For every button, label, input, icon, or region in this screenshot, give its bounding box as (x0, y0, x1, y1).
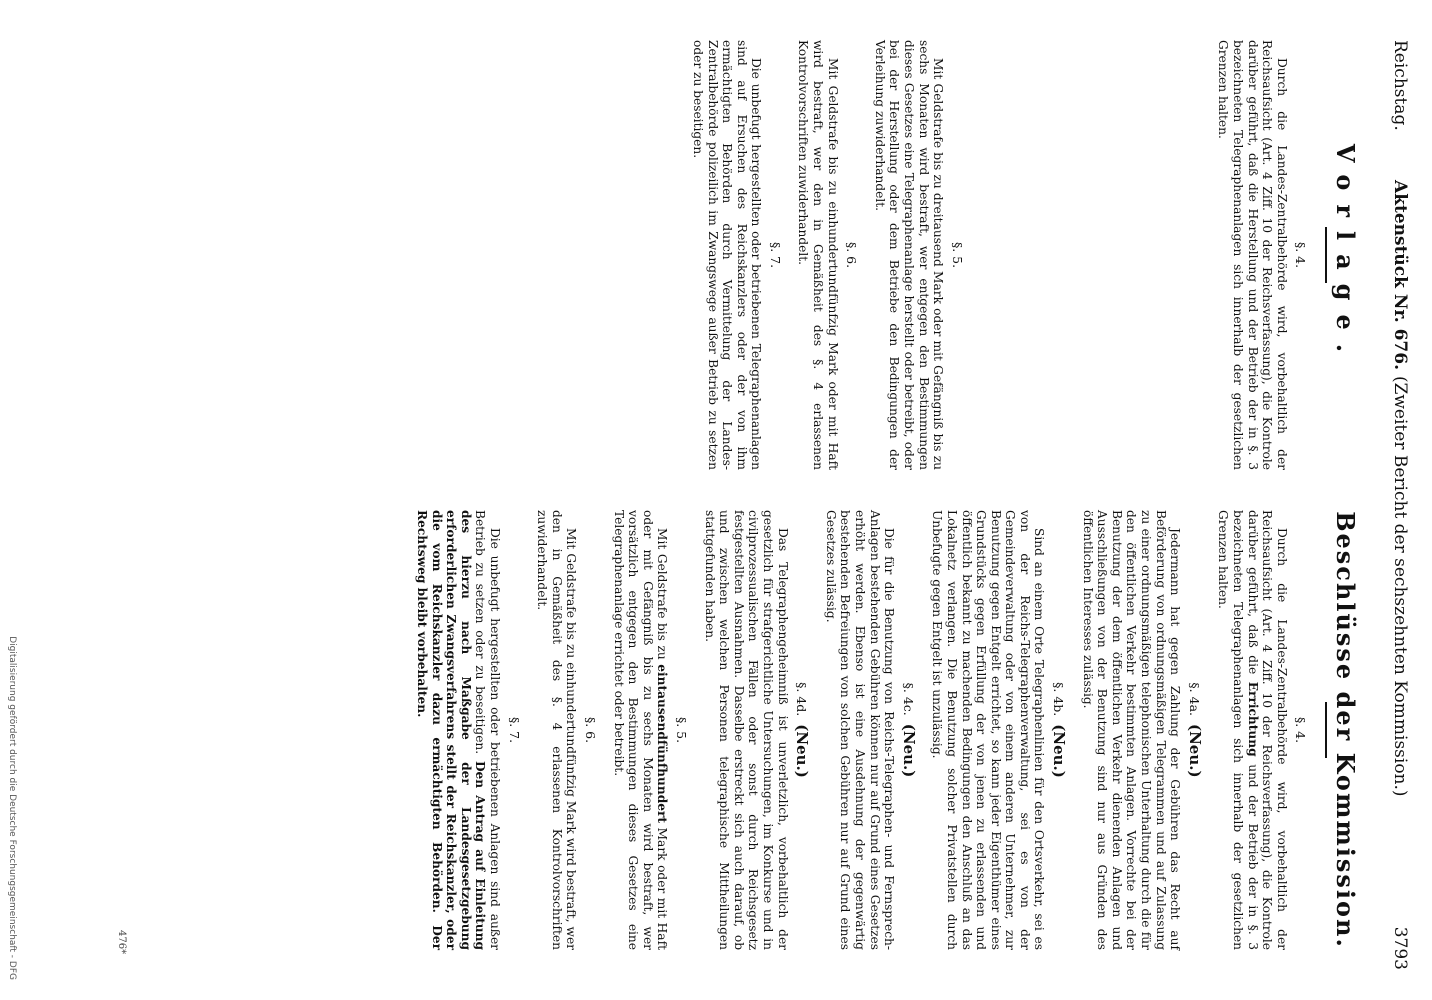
right-column (409, 510, 1360, 951)
section-title: §. 4. (1293, 241, 1309, 269)
new-marker: (Neu.) (1185, 724, 1204, 778)
section-number: §. 7. (506, 716, 522, 744)
section-number: §. 4c. (900, 682, 916, 716)
right-sections (415, 510, 1308, 950)
section-number: §. 5. (674, 716, 690, 744)
section-title (673, 510, 688, 950)
right-heading: Beschlüsse der Kommission. (1331, 511, 1360, 949)
page-header (1380, 40, 1410, 970)
section-text (535, 510, 579, 950)
text-run: Die unbefugt hergestellten oder betriebenen Anlagen sind außer Betrieb zu setzen oder zu beseitigen. (473, 510, 503, 950)
section-title: §. 6. (844, 241, 860, 269)
heading-rule (1325, 702, 1327, 758)
section-title (506, 510, 521, 950)
section-text (611, 510, 669, 950)
text-run: Durch die Landes-Zentralbehörde wird, vorbehaltlich der Reichsaufsicht (Art. 4 Ziff. 10 der Reichsverfassung), die Kontrole darüber geführt, daß die (1245, 510, 1289, 950)
section-title (1186, 510, 1202, 950)
right-section (535, 510, 597, 950)
section-title (1051, 510, 1067, 950)
right-section (702, 510, 812, 950)
right-section (1216, 510, 1308, 950)
section-text (415, 510, 503, 950)
section-text (1080, 510, 1182, 950)
section-number: §. 4b. (1051, 682, 1067, 717)
section-title (1293, 510, 1308, 950)
emphasized-text: Errichtung (1245, 681, 1260, 757)
section-text: Durch die Landes-Zentralbehörde wird, vorbehaltlich der Reichsaufsicht (Art. 4 Ziff. 10 der Reichsverfassung), die Kontrole darüber geführt, daß die Herstellung und der Betrieb der in §. 3 bezeichneten Telegraphenanlagen sich innerhalb der gesetzlichen Grenzen halten. (1216, 40, 1289, 470)
emphasized-text: eintausendfünfhundert (655, 664, 670, 824)
page-mark: 476* (116, 930, 127, 955)
digitization-credit: Digitalisierung gefördert durch die Deutsche Forschungsgemeinschaft - DFG (7, 636, 17, 980)
header-left: Reichstag. (1390, 40, 1410, 131)
section-title: §. 5. (949, 241, 965, 269)
left-section (1216, 40, 1308, 470)
left-section (796, 40, 858, 470)
new-marker: (Neu.) (899, 723, 918, 778)
section-text: Mit Geldstrafe bis zu dreitausend Mark oder mit Gefängniß bis zu sechs Monaten wird bestraft, wer entgegen den Bestimmungen dieses Gesetzes eine Telegraphenanlage herstellt oder betreibt, oder bei der Herstellung oder dem Betriebe den Bedingungen der Verleihung zuwiderhandelt. (872, 40, 946, 470)
left-column (684, 40, 1360, 470)
text-run: Mit Geldstrafe bis zu einhundertundfünfzig Mark wird bestraft, wer den in Gemäßheit des §. 4 erlassenen Kontrolvorschriften zuwiderhandelt. (535, 510, 579, 950)
right-section (930, 510, 1069, 950)
section-text (702, 510, 790, 950)
right-section (1080, 510, 1202, 950)
section-title (582, 510, 597, 950)
header-page-number: 3793 (1390, 926, 1410, 970)
section-number: §. 6. (583, 716, 599, 744)
section-text: Mit Geldstrafe bis zu einhundertundfünfzig Mark oder mit Haft wird bestraft, wer den in Gemäßheit des §. 4 erlassenen Kontrolvorschriften zuwiderhandelt. (796, 40, 840, 470)
left-section (690, 40, 782, 470)
header-doc-number: Aktenstück Nr. 676. (1390, 180, 1410, 371)
right-section (823, 510, 916, 950)
text-run: und der Betrieb der in §. 3 bezeichneten Telegraphenanlagen sich innerhalb der gesetzlichen Grenzen halten. (1216, 510, 1260, 950)
section-text (823, 510, 896, 950)
section-title (794, 510, 810, 950)
text-run: Sind an einem Orte Telegraphenlinien für den Ortsverkehr, sei es von der Reichs-Telegraphenverwaltung, sei es von der Gemeindeverwaltung oder von einem anderen Unternehmer, zur Benutzung gegen Entgelt errichtet, so kann jeder Eigenthümer eines Grundstücks gegen Erfüllung der von jenen zu erlassenden und öffentlich bekannt zu machenden Bedingungen den Anschluß an das Lokalnetz verlangen. Die Benutzung solcher Privatstellen durch Unbefugte gegen Entgelt ist unzulässig. (930, 510, 1047, 950)
header-rest: (Zweiter Bericht der sechszehnten Kommission.) (1390, 375, 1410, 797)
header-center (1390, 180, 1410, 797)
text-run: Das Telegraphengeheimniß ist unverletzlich, vorbehaltlich der gesetzlich für strafgerichtliche Untersuchungen, im Konkurse und in civilprozessualischen Fällen oder sonst durch Reichsgesetz festgestellten Ausnahmen. Dasselbe erstreckt sich auch darauf, ob und zwischen welchen Personen telegraphische Mittheilungen stattgefunden haben. (702, 510, 790, 950)
left-heading: Vorlage. (1331, 143, 1360, 367)
text-run: Die für die Benutzung von Reichs-Telegraphen- und Fernsprech-Anlagen bestehenden Gebühren können nur auf Grund eines Gesetzes erhöht werden. Ebenso ist eine Ausdehnung der gegenwärtig bestehenden Befreiungen von solchen Gebühren nur auf Grund eines Gesetzes zulässig. (823, 510, 897, 950)
section-title: §. 7. (767, 241, 783, 269)
section-text (1216, 510, 1289, 950)
section-title (900, 510, 916, 950)
section-text (930, 510, 1047, 950)
heading-rule (1325, 227, 1327, 283)
text-run: Mark oder mit Haft oder mit Gefängniß bis zu sechs Monaten wird bestraft, wer vorsätzlich entgegen den Bestimmungen dieses Gesetzes eine Telegraphenanlage errichtet oder betreibt. (611, 510, 670, 950)
section-number: §. 4. (1293, 716, 1309, 744)
left-section (872, 40, 964, 470)
section-text: Die unbefugt hergestellten oder betriebenen Telegraphenanlagen sind auf Ersuchen des Reichskanzlers oder der von ihm ermächtigten Behörden durch Vermittelung der Landes-Zentralbehörde polizeilich im Zwangswege außer Betrieb zu setzen oder zu beseitigen. (690, 40, 764, 470)
section-number: §. 4d. (794, 682, 810, 717)
spacer (978, 40, 1210, 470)
right-section (415, 510, 521, 950)
new-marker: (Neu.) (793, 724, 812, 778)
section-number: §. 4a. (1186, 682, 1202, 716)
text-run: Mit Geldstrafe bis zu (655, 528, 670, 665)
text-run: Jedermann hat gegen Zahlung der Gebühren das Recht auf Beförderung von ordnungsmäßigen Telegrammen und auf Zulassung zu einer ordnungsmäßigen telephonischen Unterhaltung durch die für den öffentlichen Verkehr bestimmten Anlagen. Vorrechte bei der Benutzung der dem öffentlichen Verkehr dienenden Anlagen und Ausschließungen von der Benutzung sind nur aus Gründen des öffentlichen Interesses zulässig. (1080, 510, 1183, 950)
right-section (611, 510, 688, 950)
emphasized-text: Den Antrag auf Einleitung des hierzu nach Maßgabe der Landesgesetzgebung erforderlichen Zwangsverfahrens stellt der Reichskanzler, oder die vom Reichskanzler dazu ermächtigten Behörden. Der Rechtsweg bleibt vorbehalten. (415, 510, 488, 951)
new-marker: (Neu.) (1050, 724, 1069, 778)
